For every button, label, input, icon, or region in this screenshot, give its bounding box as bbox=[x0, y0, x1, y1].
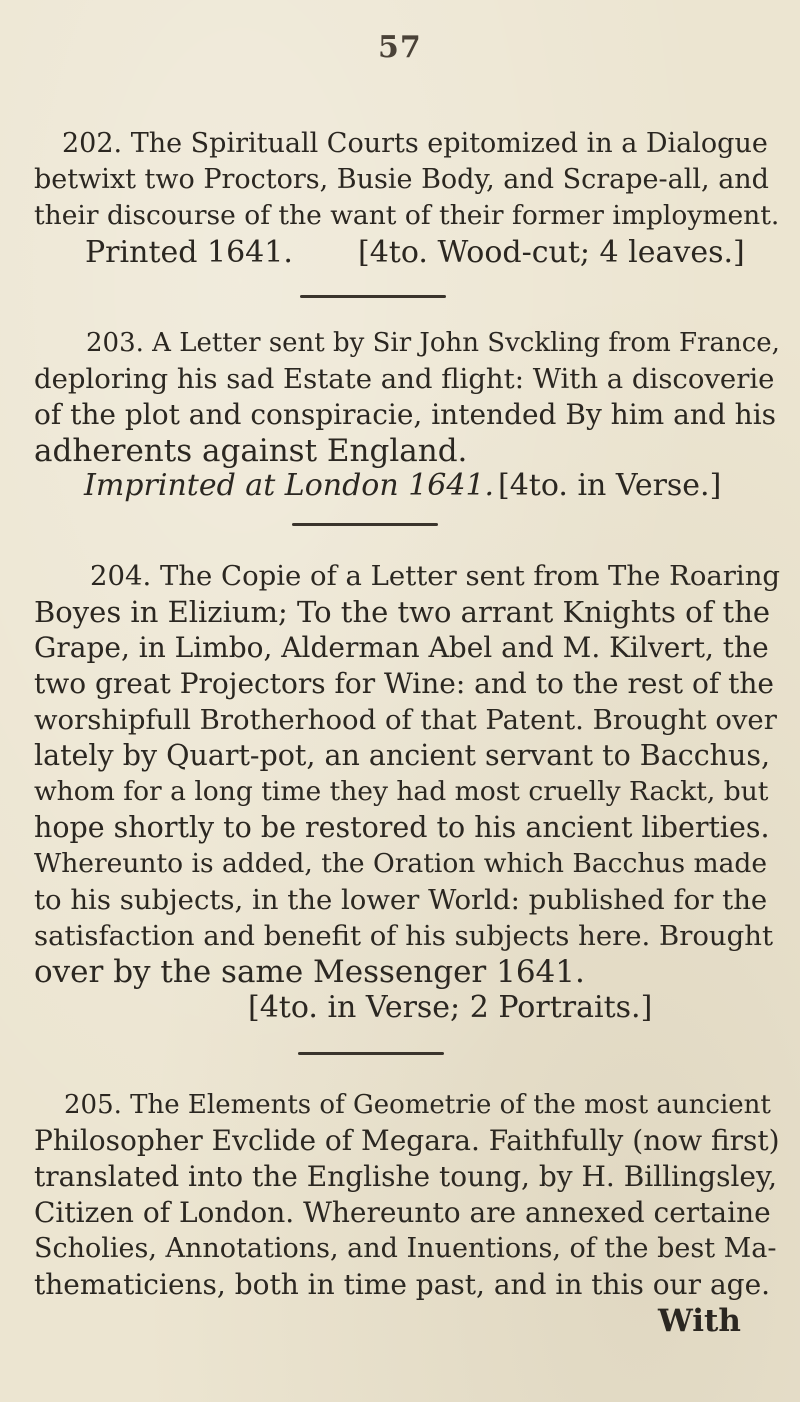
entry-line: Philosopher Evclide of Megara. Faithfully (now first) bbox=[34, 1124, 780, 1157]
entry-line: deploring his sad Estate and flight: With a discoverie bbox=[34, 363, 775, 395]
entry-line-imprint: Imprinted at London 1641. bbox=[84, 468, 495, 503]
entry-line: hope shortly to be restored to his ancient liberties. bbox=[34, 811, 770, 844]
entry-line: 203. A Letter sent by Sir John Svckling from France, bbox=[86, 328, 780, 358]
entry-line-collation: [4to. Wood-cut; 4 leaves.] bbox=[358, 235, 745, 270]
section-divider bbox=[298, 1052, 444, 1055]
entry-line: thematiciens, both in time past, and in this our age. bbox=[34, 1268, 771, 1301]
entry-line: lately by Quart-pot, an ancient servant to Bacchus, bbox=[34, 739, 771, 772]
catchword: With bbox=[658, 1303, 741, 1339]
entry-line: whom for a long time they had most cruelly Rackt, but bbox=[34, 776, 769, 807]
entry-line-imprint: Printed 1641. bbox=[85, 235, 293, 270]
section-divider bbox=[300, 295, 446, 298]
entry-line: Boyes in Elizium; To the two arrant Knights of the bbox=[34, 595, 771, 629]
entry-line: satisfaction and benefit of his subjects here. Brought bbox=[34, 920, 773, 952]
entry-line: Citizen of London. Whereunto are annexed certaine bbox=[34, 1196, 771, 1229]
entry-line: 205. The Elements of Geometrie of the most auncient bbox=[64, 1090, 771, 1120]
entry-line: two great Projectors for Wine: and to the rest of the bbox=[34, 667, 774, 700]
entry-line: betwixt two Proctors, Busie Body, and Scrape-all, and bbox=[34, 164, 769, 195]
entry-line: adherents against England. bbox=[34, 433, 468, 469]
entry-line: worshipfull Brotherhood of that Patent. Brought over bbox=[34, 704, 777, 736]
entry-line-collation: [4to. in Verse.] bbox=[498, 468, 722, 503]
section-divider bbox=[292, 523, 438, 526]
entry-line: 202. The Spirituall Courts epitomized in a Dialogue bbox=[62, 128, 768, 159]
page-number: 57 bbox=[378, 30, 422, 65]
entry-line: Whereunto is added, the Oration which Bacchus made bbox=[34, 848, 768, 879]
entry-line: 204. The Copie of a Letter sent from The Roaring bbox=[90, 560, 781, 592]
entry-line: Grape, in Limbo, Alderman Abel and M. Kilvert, the bbox=[34, 631, 769, 664]
entry-line: over by the same Messenger 1641. bbox=[34, 954, 585, 990]
entry-line: to his subjects, in the lower World: published for the bbox=[34, 884, 768, 916]
entry-line: of the plot and conspiracie, intended By him and his bbox=[34, 398, 777, 431]
entry-line: translated into the Englishe toung, by H. Billingsley, bbox=[34, 1160, 777, 1193]
entry-line: Scholies, Annotations, and Inuentions, of the best Ma- bbox=[34, 1233, 777, 1264]
entry-line: their discourse of the want of their former imployment. bbox=[34, 200, 780, 231]
entry-line-collation: [4to. in Verse; 2 Portraits.] bbox=[248, 990, 653, 1025]
